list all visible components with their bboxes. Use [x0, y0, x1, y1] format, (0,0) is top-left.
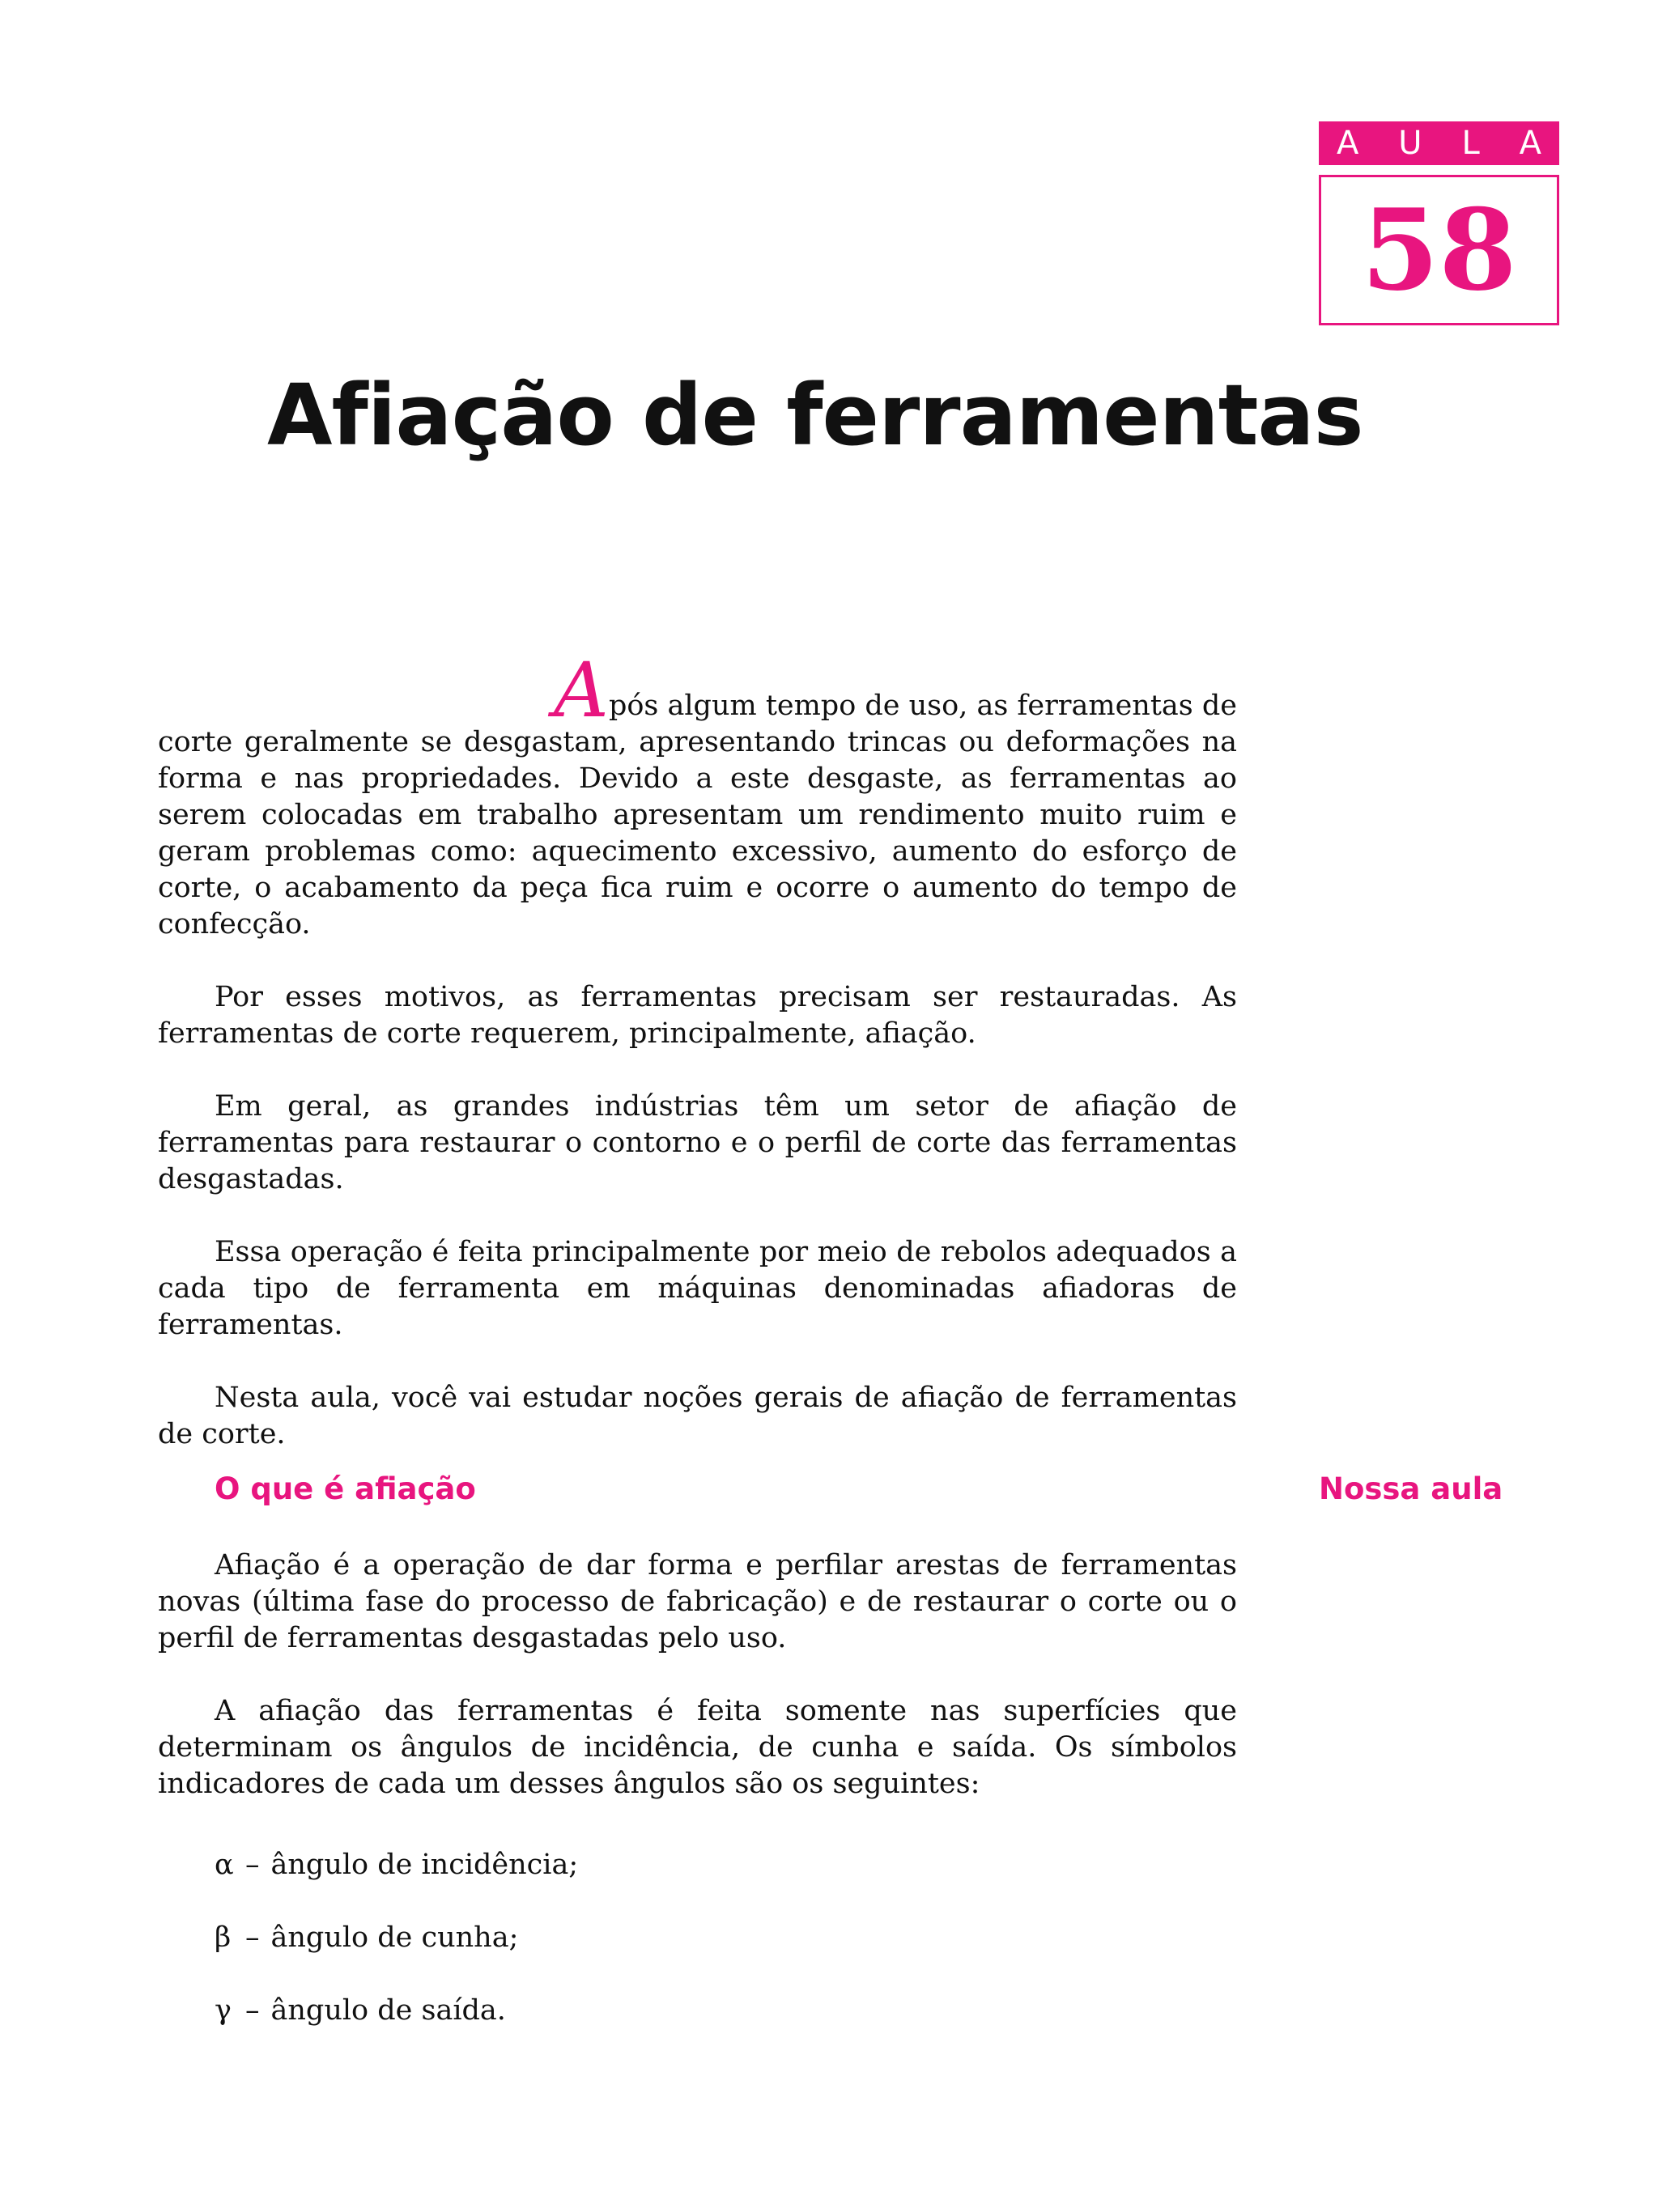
angle-description: ângulo de incidência;	[270, 1849, 579, 1881]
paragraph: Nesta aula, você vai estudar noções gerais de afiação de ferramentas de corte.	[158, 1382, 1237, 1450]
dash: –	[245, 1849, 260, 1881]
angle-symbol: β	[215, 1921, 232, 1954]
angle-symbol: γ	[215, 1994, 232, 2027]
side-label: Nossa aula	[1319, 1471, 1503, 1506]
list-item	[215, 1847, 578, 1883]
symbol-list	[215, 1847, 578, 2066]
list-item	[215, 1993, 578, 2029]
intro-paragraph	[158, 647, 1237, 943]
lesson-label-letter: A	[1337, 125, 1359, 162]
section-body	[158, 1548, 1237, 1839]
dash: –	[245, 1994, 260, 2027]
lesson-label	[1319, 121, 1559, 165]
lesson-label-letter: A	[1519, 125, 1541, 162]
paragraph: Afiação é a operação de dar forma e perfilar arestas de ferramentas novas (última fase do processo de fabricação) e de restaurar o corte ou o perfil de ferramentas desgastadas pelo uso.	[158, 1549, 1237, 1654]
lesson-number-box	[1319, 175, 1559, 325]
paragraph: Por esses motivos, as ferramentas precisam ser restauradas. As ferramentas de corte requerem, principalmente, afiação.	[158, 981, 1237, 1050]
intro-section	[158, 647, 1237, 1489]
list-item	[215, 1920, 578, 1956]
drop-cap-letter: A	[554, 647, 609, 735]
angle-description: ângulo de saída.	[270, 1994, 506, 2027]
page-title: Afiação de ferramentas	[267, 366, 1363, 465]
intro-first-line-text: pós algum tempo de uso, as ferramentas de	[608, 690, 1237, 722]
intro-rest-text: corte geralmente se desgastam, apresentando trincas ou deformações na forma e nas propriedades. Devido a este desgaste, as ferramentas ao serem colocadas em trabalho apresentam um rendimento muito ruim e geram problemas como: aquecimento excessivo, aumento do esforço de corte, o acabamento da peça fica ruim e ocorre o aumento do tempo de confecção.	[158, 726, 1237, 940]
paragraph: Essa operação é feita principalmente por meio de rebolos adequados a cada tipo de ferramenta em máquinas denominadas afiadoras de ferramentas.	[158, 1236, 1237, 1341]
lesson-label-letter: L	[1461, 125, 1480, 162]
paragraph: Em geral, as grandes indústrias têm um setor de afiação de ferramentas para restaurar o contorno e o perfil de corte das ferramentas desgastadas.	[158, 1090, 1237, 1195]
lesson-number: 58	[1361, 184, 1517, 316]
paragraph: A afiação das ferramentas é feita somente nas superfícies que determinam os ângulos de incidência, de cunha e saída. Os símbolos indicadores de cada um desses ângulos são os seguintes:	[158, 1695, 1237, 1800]
lesson-label-letter: U	[1398, 125, 1422, 162]
angle-symbol: α	[215, 1849, 234, 1881]
dash: –	[245, 1921, 260, 1954]
section-heading: O que é afiação	[215, 1471, 476, 1506]
intro-first-line	[158, 647, 1237, 735]
angle-description: ângulo de cunha;	[270, 1921, 519, 1954]
